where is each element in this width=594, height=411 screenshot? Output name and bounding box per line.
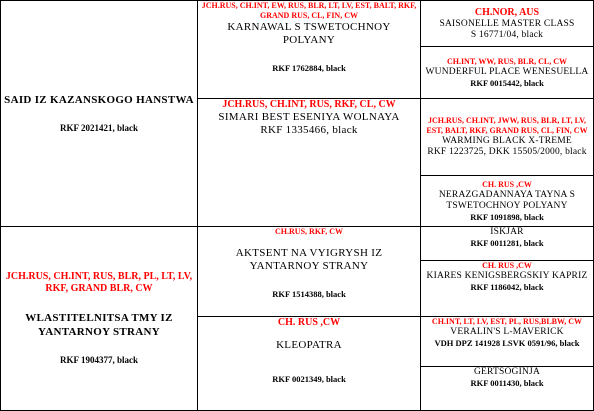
g3-2-name: WUNDERFUL PLACE WENESUELLA — [425, 67, 589, 77]
dam-sire-titles: CH.RUS, RKF, CW — [275, 227, 343, 236]
g3-3-name: WARMING BLACK X-TREME — [442, 136, 572, 146]
dam-reg: RKF 1904377, black — [60, 355, 138, 365]
sire-sire-titles: JCH.RUS, CH.INT, EW, RUS, BLR, LT, LV, EST, BALT, RKF, GRAND RUS, CL, FIN, CW — [201, 1, 417, 20]
g3-6-titles: CH. RUS ,CW — [482, 261, 532, 270]
dam-sire-name: AKTSENT NA VYIGRYSH IZ YANTARNOY STRANY — [235, 247, 383, 272]
sire-dam-name: SIMARI BEST ESENIYA WOLNAYA — [218, 111, 400, 123]
dam-sire-cell — [198, 227, 421, 317]
g3-1-titles: CH.NOR, AUS — [474, 6, 540, 18]
g3-cell-2 — [421, 47, 594, 99]
g3-cell-5 — [421, 227, 594, 261]
dam-sire-reg: RKF 1514388, black — [272, 289, 346, 299]
g3-4-reg: RKF 1091898, black — [470, 212, 544, 222]
g3-cell-6 — [421, 261, 594, 317]
sire-reg: RKF 2021421, black — [60, 123, 138, 133]
g3-8-reg: RKF 0011430, black — [470, 378, 544, 388]
g3-7-reg: VDH DPZ 141928 LSVK 0591/96, black — [434, 338, 580, 348]
g3-6-name: KIARES KENIGSBERGSKIY KAPRIZ — [426, 271, 588, 281]
sire-name: SAID IZ KAZANSKOGO HANSTWA — [4, 94, 194, 106]
g3-cell-3 — [421, 99, 594, 176]
g3-1-name: SAISONELLE MASTER CLASS — [439, 18, 575, 29]
sire-sire-reg: RKF 1762884, black — [272, 63, 346, 73]
g3-5-name: ISKJAR — [490, 227, 524, 237]
g3-3-reg: RKF 1223725, DKK 15505/2000, black — [427, 147, 587, 157]
sire-dam-reg: RKF 1335466, black — [260, 124, 358, 136]
sire-sire-cell — [198, 1, 421, 99]
g3-8-name: GERTSOGINJA — [473, 367, 541, 377]
dam-dam-name: KLEOPATRA — [276, 339, 342, 351]
g3-7-titles: CH.INT, LT, LV, EST, PL, RUS,BLBW, CW — [431, 317, 583, 326]
dam-dam-reg: RKF 0021349, black — [272, 374, 346, 384]
sire-dam-cell — [198, 99, 421, 227]
g3-cell-7 — [421, 317, 594, 367]
g3-cell-8 — [421, 367, 594, 411]
g3-4-name: NERAZGADANNAYA TAYNA S TSWETOCHNOY POLYANY — [438, 190, 576, 211]
sire-cell — [1, 1, 198, 227]
g3-6-reg: RKF 1186042, black — [470, 282, 544, 292]
sire-sire-name: KARNAWAL S TSWETOCHNOY POLYANY — [227, 21, 391, 46]
g3-cell-4 — [421, 176, 594, 227]
g3-3-titles: JCH.RUS, CH.INT, JWW, RUS, BLR, LT, LV, EST, BALT, RKF, GRAND RUS, CL, FIN, CW — [426, 116, 588, 135]
dam-name: WLASTITELNITSA TMY IZ YANTARNOY STRANY — [25, 312, 173, 338]
g3-7-name: VERALIN'S L-MAVERICK — [450, 327, 564, 337]
sire-dam-titles: JCH.RUS, CH.INT, RUS, RKF, CL, CW — [222, 99, 396, 110]
g3-5-reg: RKF 0011281, black — [470, 238, 544, 248]
g3-4-titles: CH. RUS ,CW — [482, 180, 532, 189]
g3-2-titles: CH.INT, WW, RUS, BLR, CL, CW — [446, 57, 568, 66]
dam-cell — [1, 227, 198, 411]
g3-1-reg: S 16771/04, black — [470, 29, 544, 40]
g3-2-reg: RKF 0015442, black — [470, 78, 544, 88]
dam-dam-titles: CH. RUS ,CW — [277, 317, 341, 328]
dam-titles: JCH.RUS, CH.INT, RUS, BLR, PL, LT, LV, RKF, GRAND BLR, CW — [5, 271, 193, 294]
dam-dam-cell — [198, 317, 421, 411]
g3-cell-1 — [421, 1, 594, 47]
